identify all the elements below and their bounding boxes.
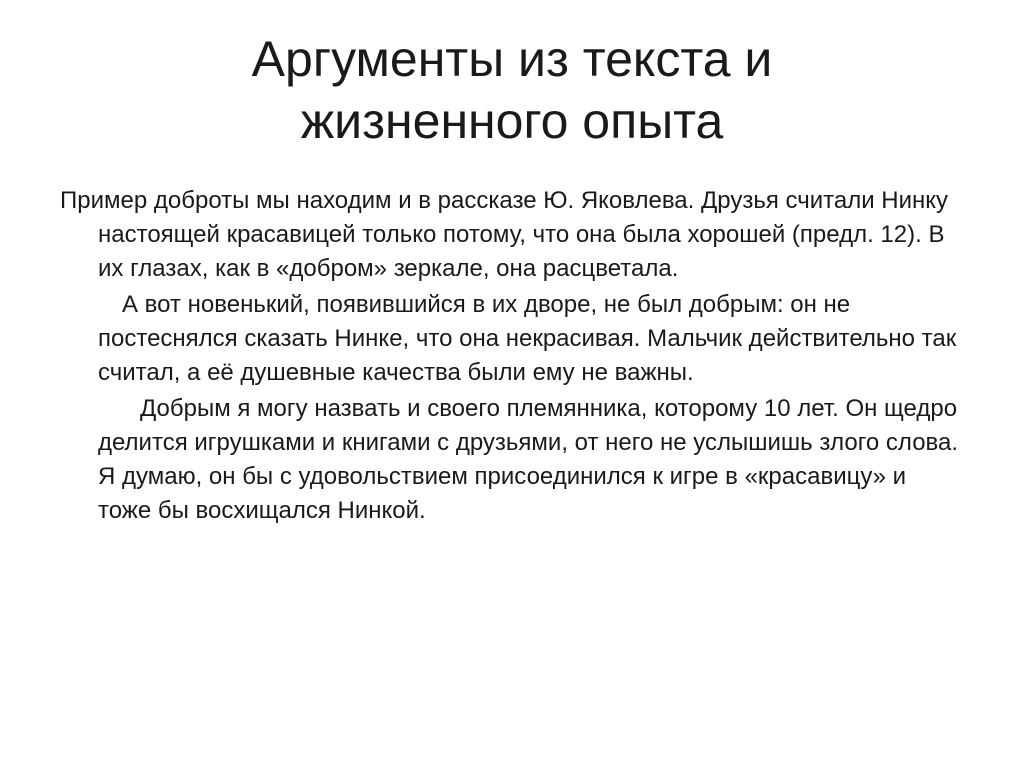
slide-title-line-1: Аргументы из текста и [251, 31, 773, 87]
paragraph-3: Добрым я могу назвать и своего племянника, которому 10 лет. Он щедро делится игрушками и книгами с друзьями, от него не услышишь злого слова. Я думаю, он бы с удовольствием присоединился к игре в «красавицу» и тоже бы восхищался Нинкой. [98, 395, 959, 524]
paragraph-1: Пример доброты мы находим и в рассказе Ю. Яковлева. Друзья считали Нинку настоящей красавицей только потому, что она была хорошей (предл. 12). В их глазах, как в «добром» зеркале, она расцветала. [60, 187, 949, 282]
slide-title-line-2: жизненного опыта [300, 93, 724, 149]
slide-body [60, 184, 960, 528]
paragraph-2: А вот новенький, появившийся в их дворе, не был добрым: он не постеснялся сказать Нинке, что она некрасивая. Мальчик действительно так считал, а её душевные качества были ему не важны. [98, 291, 957, 386]
slide-title [80, 28, 944, 152]
